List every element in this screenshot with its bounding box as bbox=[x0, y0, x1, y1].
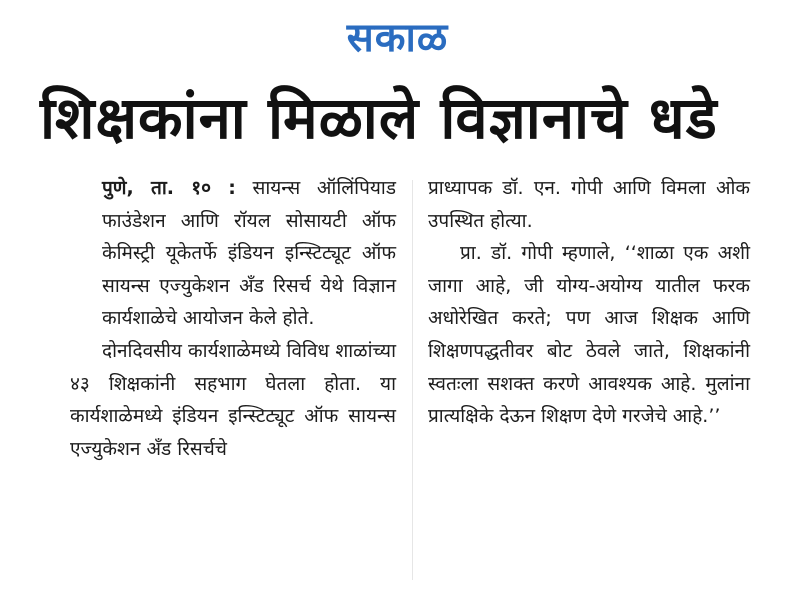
article-paragraph: प्रा. डॉ. गोपी म्हणाले, ‘‘शाळा एक अशी जागा आहे, जी योग्य-अयोग्य यातील फरक अधोरेखित करते; पण आज शिक्षक आणि शिक्षणपद्धतीवर बोट ठेवले जाते, शिक्षकांनी स्वतःला सशक्त करणे आवश्यक आहे. मुलांना प्रात्यक्षिके देऊन शिक्षण देणे गरजेचे आहे.’’ bbox=[428, 242, 750, 428]
article-paragraph: दोनदिवसीय कार्यशाळेमध्ये विविध शाळांच्या ४३ शिक्षकांनी सहभाग घेतला होता. या कार्यशाळेमध्ये इंडियन इन्स्टिट्यूट ऑफ सायन्स एज्युकेशन अँड रिसर्चचे bbox=[70, 339, 396, 460]
article-paragraph: प्राध्यापक डॉ. एन. गोपी आणि विमला ओक उपस्थित होत्या. bbox=[428, 177, 750, 232]
article-headline: शिक्षकांना मिळाले विज्ञानाचे धडे bbox=[40, 84, 718, 152]
article-column-left bbox=[70, 172, 396, 465]
dateline: पुणे, ता. १० : bbox=[102, 177, 236, 199]
newspaper-logo: सकाळ bbox=[346, 15, 449, 61]
article-column-right bbox=[428, 172, 750, 433]
masthead bbox=[0, 14, 795, 62]
paragraph-text: सायन्स ऑलिंपियाड फाउंडेशन आणि रॉयल सोसायटी ऑफ केमिस्ट्री यूकेतर्फे इंडियन इन्स्टिट्यूट ऑफ सायन्स एज्युकेशन अँड रिसर्च येथे विज्ञान कार्यशाळेचे आयोजन केले होते. bbox=[102, 177, 396, 330]
column-divider bbox=[412, 180, 413, 580]
article-paragraph bbox=[70, 172, 396, 335]
